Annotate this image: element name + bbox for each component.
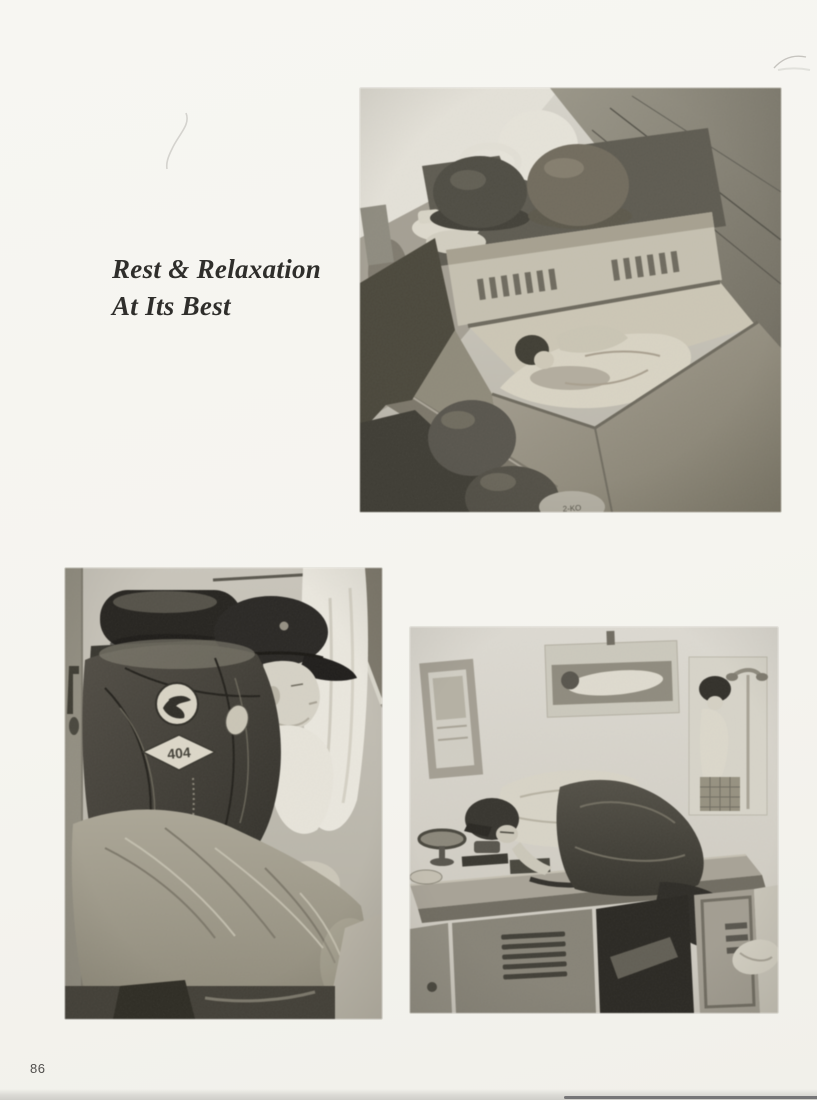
scan-bottom-edge-dark (564, 1096, 817, 1099)
photo-desk-nap (410, 627, 778, 1013)
title-line-2: At Its Best (112, 291, 231, 321)
title-line-1: Rest & Relaxation (112, 254, 322, 284)
scan-scratch-mark (770, 48, 814, 76)
scan-bottom-edge (0, 1089, 817, 1100)
photo3-grain (410, 627, 778, 1013)
photo2-grain (65, 568, 382, 1019)
photo-storage-bin-nap (360, 88, 781, 512)
photo-chair-nap (65, 568, 382, 1019)
scan-crease-mark (150, 105, 200, 175)
page-number: 86 (30, 1061, 46, 1076)
page-title (112, 251, 321, 325)
photo1-grain (360, 88, 781, 512)
